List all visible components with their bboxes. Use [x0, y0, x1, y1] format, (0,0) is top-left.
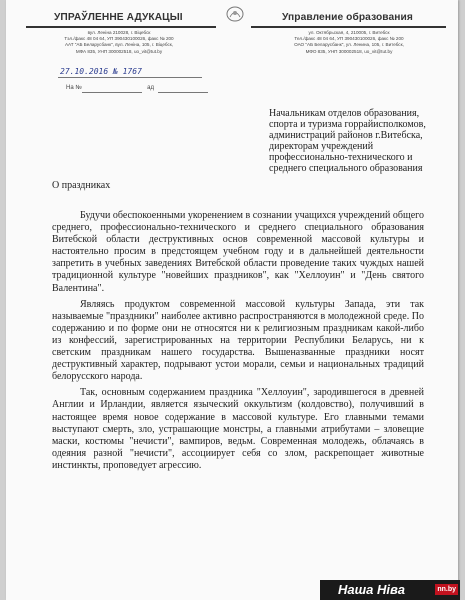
- reference-date-label: ад: [147, 85, 154, 91]
- reference-row: [66, 85, 154, 91]
- addressee-line: администраций районов г.Витебска,: [269, 130, 423, 141]
- registration-line: [58, 77, 202, 78]
- addressee-line: спорта и туризма горрайисполкомов,: [269, 119, 426, 130]
- registration-handwritten: 27.10.2016 № 1767: [60, 67, 142, 76]
- reference-number-label: На №: [66, 85, 82, 91]
- letter-page: [6, 0, 458, 600]
- letterhead-title-by: УПРАЎЛЕННЕ АДУКАЦЫІ: [54, 12, 183, 23]
- letter-subject: О праздниках: [52, 180, 111, 191]
- addressee-line: Начальникам отделов образования,: [269, 108, 420, 119]
- letterhead-rule-left: [26, 26, 216, 28]
- reference-number-line: [82, 92, 142, 93]
- letterhead-details-by: [34, 30, 204, 55]
- reference-date-line: [158, 92, 208, 93]
- letterhead-line: ОАО "АБ Беларусбанк", ул. Ленина, 105, г. Витебск,: [294, 42, 404, 48]
- addressee-block: [269, 108, 426, 174]
- addressee-line: директорам учреждений: [269, 141, 374, 152]
- letterhead-title-ru: Управление образования: [282, 12, 413, 23]
- body-paragraph: Так, основным содержанием праздника "Хеллоуин", зародившегося в древней Англии и Ирландии, является языческий оккультизм (колдовство), получивший в настоящее время новое содержание в массовой культуре. Его главными темами выступают смерть, зло, устрашающие монстры, а главными атрибутами – зловещие маски, костюмы "нечисти", вампиров, ведьм. Современная молодежь, облачаясь в одеяния разной "нечисти", ассоциирует себя со злом, раскрепощает животные инстинкты, проповедует агрессию.: [52, 387, 424, 471]
- addressee-line: среднего специального образования: [269, 163, 423, 174]
- nasha-niva-watermark: [320, 580, 460, 600]
- letterhead-line: вул. Леніна 210028, г. Віцебск: [87, 30, 151, 35]
- letterhead-line: Тел./факс 48 04 64, УП 390430100026, факс № 200: [294, 36, 404, 42]
- letterhead-rule-right: [251, 26, 446, 28]
- letterhead-line: МФА 835, УНП 300002518, uo_vit@tut.by: [75, 48, 163, 54]
- body-paragraph: Будучи обеспокоенными укоренением в сознании учащихся учреждений общего среднего, профессионально-технического и среднего специального образования Витебской области деструктивных основ современной массовой культуры и настоятельно просим в предстоящем учебном году и в дальнейшей деятельности запретить в учебных заведениях Витебской области проведение таких чуждых нашей традиционной культуре "новейших праздников", как "Хеллоуин" и "День святого Валентина".: [52, 210, 424, 294]
- letter-body: [52, 210, 424, 472]
- state-emblem-icon: [224, 5, 246, 23]
- letterhead-details-ru: [264, 30, 434, 55]
- letterhead-line: МФО 835, УНП 300002518, uo_vit@tut.by: [305, 48, 393, 54]
- letterhead-line: Тэл./факс 48 04 64, УП 390430100026, факс № 200: [64, 36, 174, 42]
- watermark-site: nn.by: [437, 586, 456, 593]
- letterhead-line: ул. Октябрьская, 4, 210005, г. Витебск: [308, 30, 390, 35]
- body-paragraph: Являясь продуктом современной массовой культуры Запада, эти так называемые "праздники" наиболее активно распространяются в молодежной среде. По содержанию и по форме они не относятся ни к религиозным праздникам какой-либо из конфессий, зарегистрированных на территории Республики Беларусь, ни к светским праздникам нашего государства. Вышеназванные праздники носят деструктивный характер, подрывают устои морали, семьи и национальных традиций белорусского народа.: [52, 298, 424, 383]
- watermark-name: Наша Ніва: [338, 582, 405, 597]
- addressee-line: профессионально-технического и: [269, 152, 413, 163]
- letterhead-line: ААТ "АБ Беларусбанк", вул. Леніна, 105, г. Віцебск,: [64, 42, 174, 48]
